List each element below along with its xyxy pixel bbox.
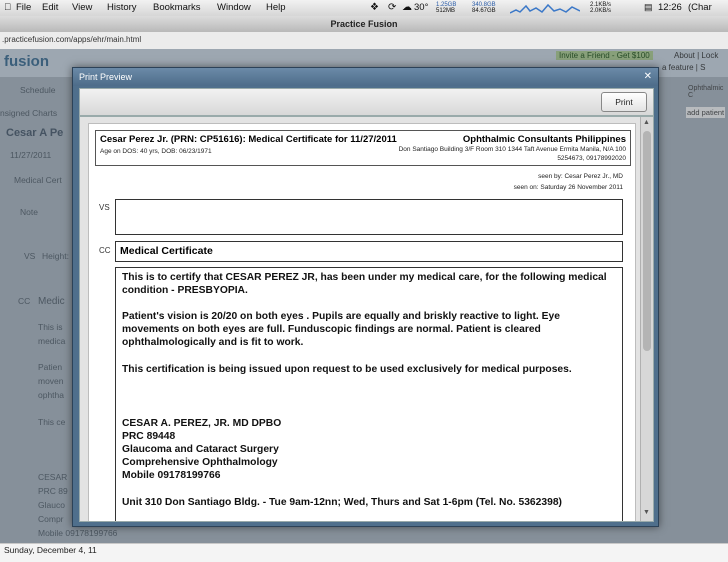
bg-line: ophtha bbox=[38, 390, 64, 400]
sync-icon[interactable]: ⟳ bbox=[388, 2, 397, 13]
memory-free-stat: 512MB bbox=[436, 8, 456, 14]
invite-link[interactable]: Invite a Friend - Get $100 bbox=[556, 51, 653, 60]
window-title-bar bbox=[0, 16, 728, 33]
height-label: Height: bbox=[42, 251, 69, 261]
scroll-thumb[interactable] bbox=[643, 131, 651, 351]
seen-by: seen by: Cesar Perez Jr., MD bbox=[538, 173, 623, 180]
clinic-name: Ophthalmic Consultants Philippines bbox=[462, 134, 626, 145]
vs-label: VS bbox=[99, 203, 110, 212]
dropbox-icon[interactable]: ❖ bbox=[370, 2, 379, 13]
age-line: Age on DOS: 40 yrs, DOB: 06/23/1971 bbox=[100, 148, 212, 155]
clinic-hours-line: Unit 310 Don Santiago Bldg. - Tue 9am-12nn; Wed, Thurs and Sat 1-6pm (Tel. No. 5362398) bbox=[122, 497, 562, 508]
dialog-toolbar bbox=[79, 88, 654, 116]
menu-bookmarks[interactable]: Bookmarks bbox=[153, 2, 201, 13]
temperature: 30° bbox=[414, 2, 429, 13]
document-viewport[interactable] bbox=[79, 116, 654, 522]
bg-line: This ce bbox=[38, 417, 66, 427]
cc-value-bg: Medic bbox=[38, 296, 65, 307]
top-links[interactable]: About | Lock bbox=[674, 51, 719, 60]
menu-file[interactable]: File bbox=[16, 2, 32, 13]
print-preview-dialog bbox=[72, 67, 659, 527]
document-page bbox=[88, 123, 636, 522]
encounter-date[interactable]: 11/27/2011 bbox=[10, 150, 52, 160]
clinic-address: Don Santiago Building 3/F Room 310 1344 Taft Avenue Ermita Manila, N/A 100 bbox=[398, 146, 626, 153]
add-patient-button[interactable]: add patient bbox=[687, 108, 725, 117]
apple-icon[interactable] bbox=[4, 2, 11, 13]
doc-type: Medical Cert bbox=[14, 175, 62, 185]
signature-name: CESAR A. PEREZ, JR. MD DPBO bbox=[122, 418, 282, 429]
app-logo: fusion bbox=[4, 53, 49, 70]
print-button[interactable]: Print bbox=[601, 92, 647, 112]
cc-value: Medical Certificate bbox=[120, 245, 213, 257]
specialty-line: Comprehensive Ophthalmology bbox=[122, 457, 278, 468]
dialog-header bbox=[73, 68, 658, 86]
mac-menu-bar bbox=[0, 0, 728, 17]
document-title: Cesar Perez Jr. (PRN: CP51616): Medical Certificate for 11/27/2011 bbox=[100, 134, 397, 145]
menu-view[interactable]: View bbox=[72, 2, 93, 13]
patient-name: Cesar A Pe bbox=[6, 127, 64, 139]
bottom-strip bbox=[0, 543, 728, 562]
menu-edit[interactable]: Edit bbox=[42, 2, 59, 13]
cc-label-bg: CC bbox=[18, 296, 31, 306]
scroll-down-icon[interactable]: ▼ bbox=[643, 509, 650, 516]
user-menu[interactable]: (Char bbox=[688, 2, 712, 13]
address-bar[interactable] bbox=[0, 32, 728, 50]
bg-line: medica bbox=[38, 336, 66, 346]
schedule-tab[interactable]: Schedule bbox=[20, 85, 56, 95]
bg-line: Patien bbox=[38, 362, 63, 372]
disk-free-stat: 84.67GB bbox=[472, 8, 496, 14]
body-line: This is to certify that CESAR PEREZ JR, has been under my medical care, for the following medical bbox=[122, 272, 607, 283]
bg-line: PRC 89 bbox=[38, 486, 68, 496]
dialog-title: Print Preview bbox=[79, 72, 133, 82]
note-tab[interactable]: Note bbox=[20, 207, 38, 217]
window-title: Practice Fusion bbox=[330, 19, 398, 29]
disk-used-stat: 340.8GB bbox=[472, 2, 496, 8]
bg-line: Glauco bbox=[38, 500, 65, 510]
document-header bbox=[95, 130, 631, 166]
certificate-body bbox=[115, 267, 623, 522]
clock-time[interactable]: 12:26 bbox=[658, 2, 682, 13]
memory-stat: 1.25GB bbox=[436, 2, 457, 8]
weather-icon[interactable]: ☁ bbox=[402, 2, 412, 13]
body-line: ophthalmologically and is fit to work. bbox=[122, 337, 304, 348]
unsigned-charts-tab[interactable]: nsigned Charts bbox=[0, 108, 58, 118]
url-text[interactable]: .practicefusion.com/apps/ehr/main.html bbox=[2, 35, 142, 44]
bg-line: CESAR bbox=[38, 472, 68, 482]
close-icon[interactable]: ✕ bbox=[643, 71, 652, 82]
scroll-up-icon[interactable]: ▲ bbox=[643, 119, 650, 126]
calendar-icon[interactable]: ▤ bbox=[644, 2, 653, 12]
net-down-stat: 2.0KB/s bbox=[590, 8, 612, 14]
menu-history[interactable]: History bbox=[107, 2, 137, 13]
vs-label-bg: VS bbox=[24, 251, 36, 261]
bg-line: moven bbox=[38, 376, 64, 386]
bg-line: This is bbox=[38, 322, 63, 332]
seen-on: seen on: Saturday 26 November 2011 bbox=[513, 184, 623, 191]
right-ophthalmic[interactable]: Ophthalmic C bbox=[688, 85, 724, 99]
cc-box bbox=[115, 241, 623, 262]
bg-line: Mobile 09178199766 bbox=[38, 528, 118, 538]
vs-box bbox=[115, 199, 623, 235]
menu-help[interactable]: Help bbox=[266, 2, 286, 13]
bg-line: Compr bbox=[38, 514, 64, 524]
body-line: movements on both eyes are full. Funduscopic findings are normal. Patient is cleared bbox=[122, 324, 541, 335]
vertical-scrollbar[interactable] bbox=[640, 117, 653, 521]
body-line: Patient's vision is 20/20 on both eyes . Pupils are equally and briskly reactive to light. Eye bbox=[122, 311, 560, 322]
cc-label: CC bbox=[99, 246, 111, 255]
net-up-stat: 2.1KB/s bbox=[590, 2, 612, 8]
specialty-line: Glaucoma and Cataract Surgery bbox=[122, 444, 279, 455]
activity-graph-icon bbox=[510, 2, 580, 14]
body-line: This certification is being issued upon request to be used exclusively for medical purposes. bbox=[122, 364, 572, 375]
clinic-phone: 5254673, 09178992020 bbox=[557, 155, 626, 162]
footer-date: Sunday, December 4, 11 bbox=[4, 545, 97, 555]
right-links[interactable]: a feature | S bbox=[662, 63, 706, 72]
prc-number: PRC 89448 bbox=[122, 431, 176, 442]
menu-window[interactable]: Window bbox=[217, 2, 251, 13]
body-line: condition - PRESBYOPIA. bbox=[122, 285, 248, 296]
mobile-line: Mobile 09178199766 bbox=[122, 470, 221, 481]
